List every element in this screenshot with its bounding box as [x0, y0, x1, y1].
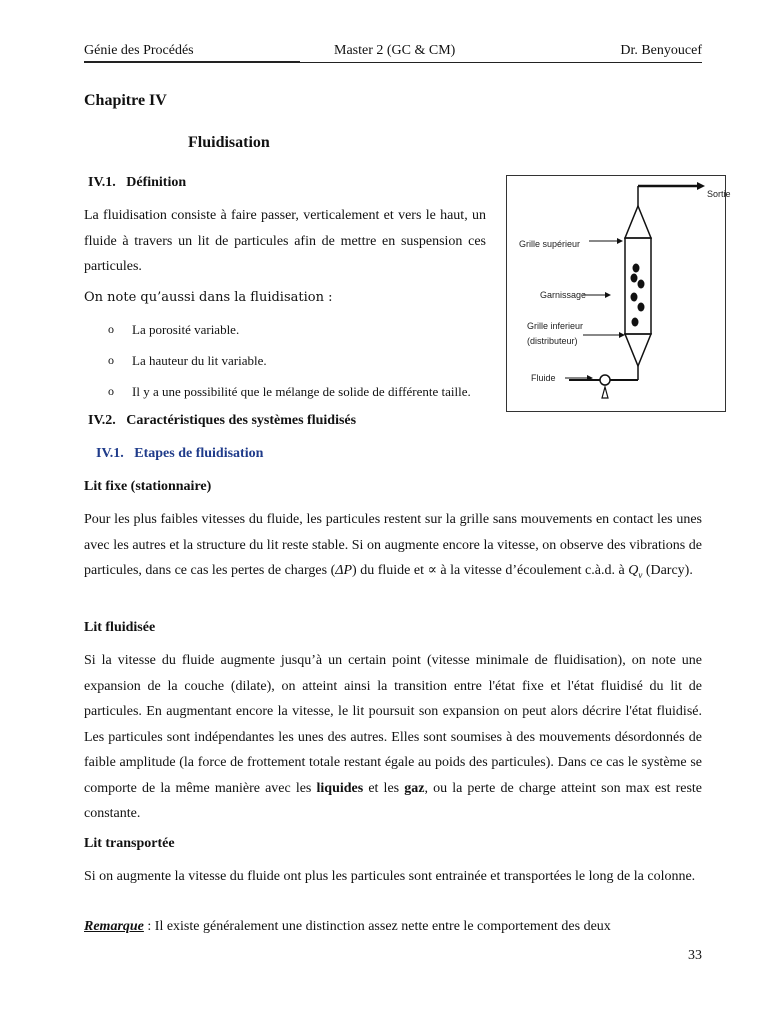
page-title: Fluidisation	[188, 134, 270, 151]
heading-lit-fixe: Lit fixe (stationnaire)	[84, 479, 212, 494]
header-left: Génie des Procédés	[84, 43, 194, 58]
label-garnissage: Garnissage	[540, 290, 587, 300]
page-number: 33	[688, 948, 702, 963]
header-right: Dr. Benyoucef	[620, 43, 702, 58]
particle	[638, 280, 645, 289]
header-center: Master 2 (GC & CM)	[334, 43, 456, 58]
arrowhead	[605, 292, 611, 298]
section-heading-definition: IV.1. Définition	[88, 175, 187, 190]
delta-p-symbol: ΔP	[335, 563, 353, 578]
note-line: On note qu’aussi dans la fluidisation :	[84, 290, 333, 305]
arrowhead	[619, 332, 625, 338]
valve-icon	[600, 375, 610, 385]
pump-stand-icon	[602, 387, 608, 398]
bullet-marker: o	[108, 353, 114, 367]
remarque-text: : Il existe généralement une distinction assez nette entre le comportement des deux	[143, 919, 611, 934]
bullet-text: La hauteur du lit variable.	[132, 353, 267, 368]
section-heading-characteristics: IV.2. Caractéristiques des systèmes fluidisés	[88, 413, 357, 428]
lit-fixe-paragraph	[84, 507, 702, 588]
text-run: , ou la perte de charge atteint son max est reste constante.	[84, 780, 703, 821]
text-run: ) du fluide et ∝ à la vitesse d’écoulement c.à.d. à	[352, 563, 629, 578]
arrowhead	[617, 238, 623, 244]
fluidization-column-figure	[506, 175, 731, 412]
bullet-marker: o	[108, 322, 114, 336]
label-sortie: Sortie	[707, 189, 731, 199]
text-run: et les	[363, 780, 405, 796]
particle	[633, 264, 640, 273]
chapter-label: Chapitre IV	[84, 92, 167, 109]
text-run: Pour les plus faibles vitesses du fluide, les particules restent sur la grille sans mouvements en contact les unes avec les autres et la structure du lit reste stable. Si on augmente encore la vitesse, on observe des vibrations de particules, dans ce cas les pertes de charges (	[84, 512, 702, 578]
lit-fluidise-paragraph	[84, 648, 702, 827]
remarque-label: Remarque	[84, 919, 144, 934]
qv-subscript: v	[638, 569, 643, 580]
particle	[631, 274, 638, 283]
label-fluide: Fluide	[531, 373, 556, 383]
top-cone	[625, 206, 651, 238]
text-run: Si la vitesse du fluide augmente jusqu’à un certain point (vitesse minimale de fluidisation), on note une expansion de la couche (dilate), on atteint ainsi la transition entre l'état fixe et l'état fluidisé du lit de particules. En augmentant encore la vitesse, le lit poursuit son expansion on peut alors décrire l'état fluidisé. Les particules sont indépendantes les unes des autres. Elles sont soumises à des mouvements désordonnés de faible amplitude (la force de frottement totale restant égale au poids des particules). Dans ce cas le système se comporte de la même manière avec les	[84, 653, 702, 796]
label-distributeur: (distributeur)	[527, 336, 578, 346]
bottom-cone	[625, 334, 651, 366]
heading-lit-fluidise: Lit fluidisée	[84, 620, 156, 635]
lit-transporte-paragraph: Si on augmente la vitesse du fluide ont plus les particules sont entrainée et transportées le long de la colonne.	[84, 869, 696, 884]
bold-liquides: liquides	[316, 780, 364, 796]
particle	[638, 303, 645, 312]
bullet-text: La porosité variable.	[132, 322, 240, 337]
heading-lit-transporte: Lit transportée	[84, 836, 175, 851]
bold-gaz: gaz	[404, 780, 425, 796]
label-grille-superieur: Grille supérieur	[519, 239, 581, 249]
bullet-marker: o	[108, 384, 114, 398]
particle	[632, 318, 639, 327]
header-rule-thick	[84, 61, 300, 63]
qv-symbol: Q	[628, 563, 639, 578]
definition-paragraph: La fluidisation consiste à faire passer, verticalement et vers le haut, un fluide à travers un lit de particules afin de mettre en suspension ces particules.	[84, 208, 486, 274]
subsection-heading-stages: IV.1. Etapes de fluidisation	[96, 446, 264, 461]
particle	[631, 293, 638, 302]
bullet-text: Il y a une possibilité que le mélange de solide de différente taille.	[132, 384, 471, 399]
label-grille-inferieur: Grille inferieur	[527, 321, 584, 331]
remarque-line	[84, 914, 702, 940]
text-run: (Darcy).	[642, 563, 693, 578]
outlet-arrowhead	[697, 182, 705, 190]
